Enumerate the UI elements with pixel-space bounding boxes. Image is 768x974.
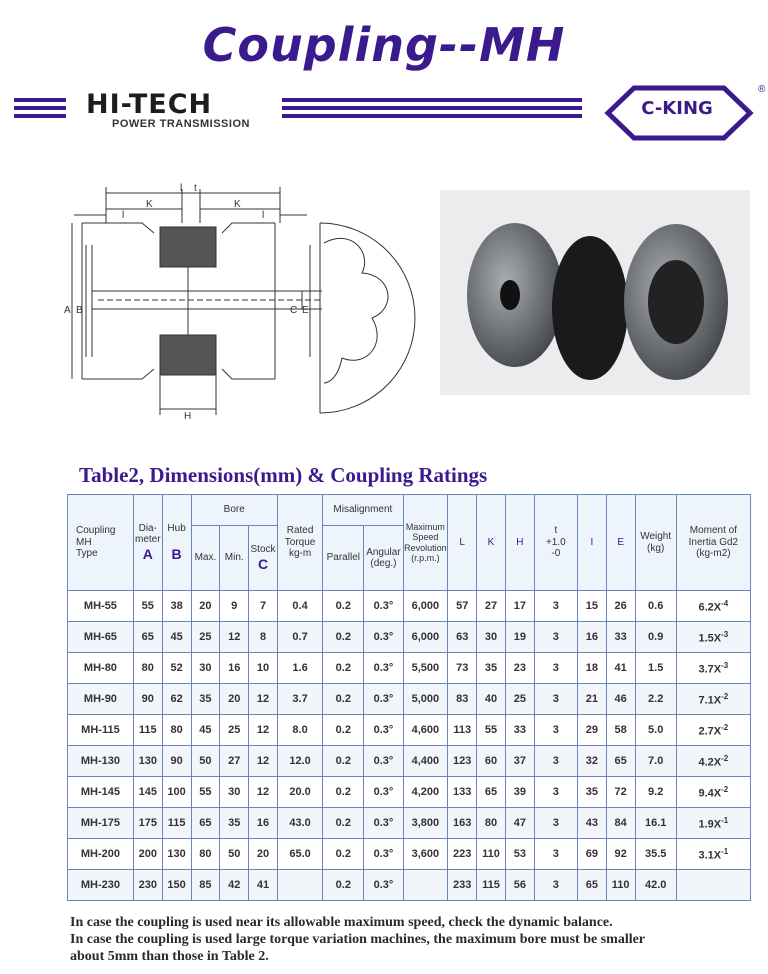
table-cell-inertia: $2.7X^{-2}$	[676, 715, 750, 746]
table-cell-torque: 20.0	[277, 777, 322, 808]
table-cell-max: 65	[191, 808, 220, 839]
table-cell-l: 123	[448, 746, 477, 777]
table-cell-l: 133	[448, 777, 477, 808]
table-cell-k: 30	[477, 622, 506, 653]
table-cell-max: 20	[191, 591, 220, 622]
table-cell-a: 145	[133, 777, 162, 808]
table-row	[68, 746, 751, 777]
header-diameter: Dia- meter A	[133, 495, 162, 591]
table-cell-parallel: 0.2	[323, 870, 364, 901]
table-cell-t: 3	[534, 746, 577, 777]
table-cell-b: 90	[162, 746, 191, 777]
table-cell-inertia: $9.4X^{-2}$	[676, 777, 750, 808]
table-cell-max: 25	[191, 622, 220, 653]
table-cell-type: MH-230	[68, 870, 134, 901]
header-type: Coupling MH Type	[68, 495, 134, 591]
table-cell-speed: 3,800	[403, 808, 448, 839]
technical-drawing	[62, 183, 422, 428]
table-cell-min: 25	[220, 715, 249, 746]
table-cell-torque: 3.7	[277, 684, 322, 715]
table-cell-t: 3	[534, 808, 577, 839]
table-cell-k: 55	[477, 715, 506, 746]
table-cell-min: 35	[220, 808, 249, 839]
table-cell-e: 110	[606, 870, 635, 901]
brand-subtitle: POWER TRANSMISSION	[112, 118, 250, 130]
table-row	[68, 839, 751, 870]
notes	[70, 914, 645, 965]
dim-label-l: l	[180, 183, 183, 194]
table-cell-angular: 0.3°	[364, 839, 403, 870]
table-cell-stock: 8	[249, 622, 278, 653]
note-line: about 5mm than those in Table 2.	[70, 949, 269, 964]
table-cell-type: MH-200	[68, 839, 134, 870]
table-cell-t: 3	[534, 870, 577, 901]
table-cell-weight: 1.5	[635, 653, 676, 684]
table-cell-l: 57	[448, 591, 477, 622]
table-cell-max: 45	[191, 715, 220, 746]
table-cell-e: 33	[606, 622, 635, 653]
table-cell-t: 3	[534, 653, 577, 684]
table-row	[68, 622, 751, 653]
header-hub: Hub B	[162, 495, 191, 591]
header-l: L	[448, 495, 477, 591]
table-cell-i: 35	[577, 777, 606, 808]
table-row	[68, 715, 751, 746]
note-line: In case the coupling is used near its allowable maximum speed, check the dynamic balance.	[70, 915, 613, 930]
brand-stripe	[282, 98, 582, 102]
table-cell-min: 30	[220, 777, 249, 808]
table-cell-h: 37	[505, 746, 534, 777]
dim-label-e: E	[302, 305, 309, 316]
table-cell-e: 58	[606, 715, 635, 746]
header-bore-max: Max.	[191, 526, 220, 591]
table-cell-h: 53	[505, 839, 534, 870]
table-cell-b: 62	[162, 684, 191, 715]
table-cell-a: 90	[133, 684, 162, 715]
table-cell-h: 17	[505, 591, 534, 622]
header-t: t +1.0 -0	[534, 495, 577, 591]
table-cell-a: 115	[133, 715, 162, 746]
table-cell-stock: 20	[249, 839, 278, 870]
table-cell-angular: 0.3°	[364, 777, 403, 808]
table-cell-i: 32	[577, 746, 606, 777]
dim-label-c: C	[290, 305, 298, 316]
table-cell-max: 55	[191, 777, 220, 808]
table-cell-k: 27	[477, 591, 506, 622]
brand-stripe	[282, 106, 582, 110]
table-cell-t: 3	[534, 684, 577, 715]
table-cell-type: MH-175	[68, 808, 134, 839]
table-cell-b: 52	[162, 653, 191, 684]
table-cell-speed: 5,000	[403, 684, 448, 715]
table-cell-b: 115	[162, 808, 191, 839]
table-cell-h: 47	[505, 808, 534, 839]
table-cell-parallel: 0.2	[323, 653, 364, 684]
table-cell-b: 38	[162, 591, 191, 622]
table-cell-a: 130	[133, 746, 162, 777]
table-cell-k: 40	[477, 684, 506, 715]
table-cell-l: 113	[448, 715, 477, 746]
table-cell-l: 73	[448, 653, 477, 684]
header-speed: Maximum Speed Revolution (r.p.m.)	[403, 495, 448, 591]
table-cell-max: 50	[191, 746, 220, 777]
table-cell-weight: 0.6	[635, 591, 676, 622]
table-cell-l: 223	[448, 839, 477, 870]
table-cell-i: 65	[577, 870, 606, 901]
table-cell-k: 35	[477, 653, 506, 684]
table-cell-weight: 16.1	[635, 808, 676, 839]
table-cell-i: 43	[577, 808, 606, 839]
table-cell-speed: 4,600	[403, 715, 448, 746]
table-cell-min: 42	[220, 870, 249, 901]
table-cell-angular: 0.3°	[364, 746, 403, 777]
table-cell-l: 83	[448, 684, 477, 715]
table-cell-k: 80	[477, 808, 506, 839]
table-cell-parallel: 0.2	[323, 808, 364, 839]
table-cell-e: 92	[606, 839, 635, 870]
table-cell-type: MH-55	[68, 591, 134, 622]
table-title: Table2, Dimensions(mm) & Coupling Ratings	[79, 463, 488, 487]
header-misalignment: Misalignment	[323, 495, 403, 526]
table-cell-k: 110	[477, 839, 506, 870]
table-cell-inertia	[676, 870, 750, 901]
table-cell-inertia: $4.2X^{-2}$	[676, 746, 750, 777]
table-cell-speed: 3,600	[403, 839, 448, 870]
table-cell-torque	[277, 870, 322, 901]
header-h: H	[505, 495, 534, 591]
table-cell-min: 9	[220, 591, 249, 622]
table-cell-type: MH-130	[68, 746, 134, 777]
table-cell-speed: 5,500	[403, 653, 448, 684]
table-cell-torque: 65.0	[277, 839, 322, 870]
dim-label-h: H	[184, 411, 192, 422]
table-cell-speed	[403, 870, 448, 901]
table-cell-b: 100	[162, 777, 191, 808]
table-row	[68, 684, 751, 715]
table-cell-stock: 12	[249, 777, 278, 808]
table-cell-weight: 7.0	[635, 746, 676, 777]
table-cell-weight: 35.5	[635, 839, 676, 870]
table-cell-stock: 12	[249, 684, 278, 715]
c-king-logo	[604, 84, 764, 142]
table-cell-torque: 1.6	[277, 653, 322, 684]
brand-stripe	[14, 114, 66, 118]
table-cell-l: 63	[448, 622, 477, 653]
table-cell-e: 72	[606, 777, 635, 808]
table-cell-h: 23	[505, 653, 534, 684]
table-cell-t: 3	[534, 777, 577, 808]
table-cell-i: 18	[577, 653, 606, 684]
table-cell-torque: 43.0	[277, 808, 322, 839]
header-bore: Bore	[191, 495, 277, 526]
table-cell-inertia: $3.1X^{-1}$	[676, 839, 750, 870]
dim-label-i-right: l	[262, 210, 265, 221]
table-cell-angular: 0.3°	[364, 870, 403, 901]
table-cell-a: 65	[133, 622, 162, 653]
table-cell-speed: 4,400	[403, 746, 448, 777]
table-cell-t: 3	[534, 839, 577, 870]
header-torque: Rated Torque kg-m	[277, 495, 322, 591]
table-cell-e: 46	[606, 684, 635, 715]
table-row	[68, 870, 751, 901]
dim-label-a: A	[64, 305, 71, 316]
table-cell-angular: 0.3°	[364, 715, 403, 746]
table-cell-max: 35	[191, 684, 220, 715]
table-cell-weight: 5.0	[635, 715, 676, 746]
table-cell-parallel: 0.2	[323, 839, 364, 870]
table-cell-i: 69	[577, 839, 606, 870]
table-cell-type: MH-65	[68, 622, 134, 653]
registered-mark: ®	[758, 84, 766, 95]
header-bore-min: Min.	[220, 526, 249, 591]
table-cell-inertia: $1.9X^{-1}$	[676, 808, 750, 839]
table-cell-stock: 7	[249, 591, 278, 622]
table-cell-speed: 6,000	[403, 591, 448, 622]
table-cell-torque: 12.0	[277, 746, 322, 777]
table-cell-e: 26	[606, 591, 635, 622]
page-title: Coupling--MH	[202, 18, 566, 72]
table-cell-a: 55	[133, 591, 162, 622]
table-cell-max: 85	[191, 870, 220, 901]
brand-bar	[14, 84, 766, 137]
header-e: E	[606, 495, 635, 591]
table-cell-inertia: $1.5X^{-3}$	[676, 622, 750, 653]
table-cell-h: 33	[505, 715, 534, 746]
table-row	[68, 591, 751, 622]
header-inertia: Moment of Inertia Gd2 (kg-m2)	[676, 495, 750, 591]
table-cell-t: 3	[534, 715, 577, 746]
header-i: I	[577, 495, 606, 591]
table-cell-max: 80	[191, 839, 220, 870]
table-cell-angular: 0.3°	[364, 808, 403, 839]
dimensions-table	[67, 494, 751, 901]
table-cell-a: 230	[133, 870, 162, 901]
table-cell-angular: 0.3°	[364, 591, 403, 622]
table-cell-i: 16	[577, 622, 606, 653]
table-cell-i: 29	[577, 715, 606, 746]
table-cell-inertia: $7.1X^{-2}$	[676, 684, 750, 715]
table-cell-weight: 42.0	[635, 870, 676, 901]
table-cell-weight: 0.9	[635, 622, 676, 653]
table-cell-t: 3	[534, 622, 577, 653]
header-angular: Angular (deg.)	[364, 526, 403, 591]
table-cell-parallel: 0.2	[323, 622, 364, 653]
note-line: In case the coupling is used large torque variation machines, the maximum bore must be smaller	[70, 932, 646, 947]
table-cell-parallel: 0.2	[323, 777, 364, 808]
table-cell-t: 3	[534, 591, 577, 622]
table-cell-angular: 0.3°	[364, 653, 403, 684]
logo-text: C-KING	[641, 98, 713, 119]
table-cell-k: 115	[477, 870, 506, 901]
table-cell-inertia: $3.7X^{-3}$	[676, 653, 750, 684]
table-cell-type: MH-115	[68, 715, 134, 746]
header-parallel: Parallel	[323, 526, 364, 591]
table-cell-min: 16	[220, 653, 249, 684]
header-k: K	[477, 495, 506, 591]
table-cell-min: 27	[220, 746, 249, 777]
table-cell-b: 80	[162, 715, 191, 746]
table-cell-torque: 0.4	[277, 591, 322, 622]
header-bore-stock: Stock C	[249, 526, 278, 591]
table-row	[68, 808, 751, 839]
table-cell-weight: 9.2	[635, 777, 676, 808]
table-cell-speed: 4,200	[403, 777, 448, 808]
table-cell-e: 41	[606, 653, 635, 684]
table-cell-stock: 12	[249, 746, 278, 777]
table-row	[68, 777, 751, 808]
table-cell-a: 175	[133, 808, 162, 839]
table-cell-a: 80	[133, 653, 162, 684]
table-cell-i: 15	[577, 591, 606, 622]
dim-label-b: B	[76, 305, 83, 316]
dim-label-k-right: K	[234, 199, 241, 210]
table-cell-angular: 0.3°	[364, 622, 403, 653]
table-cell-stock: 16	[249, 808, 278, 839]
table-cell-inertia: $6.2X^{-4}$	[676, 591, 750, 622]
table-cell-k: 65	[477, 777, 506, 808]
table-cell-torque: 8.0	[277, 715, 322, 746]
table-cell-h: 56	[505, 870, 534, 901]
header-weight: Weight (kg)	[635, 495, 676, 591]
table-cell-parallel: 0.2	[323, 591, 364, 622]
table-cell-h: 19	[505, 622, 534, 653]
table-cell-h: 25	[505, 684, 534, 715]
table-cell-parallel: 0.2	[323, 715, 364, 746]
table-cell-max: 30	[191, 653, 220, 684]
table-cell-stock: 12	[249, 715, 278, 746]
table-cell-min: 12	[220, 622, 249, 653]
table-cell-angular: 0.3°	[364, 684, 403, 715]
table-cell-a: 200	[133, 839, 162, 870]
table-cell-i: 21	[577, 684, 606, 715]
table-cell-weight: 2.2	[635, 684, 676, 715]
table-cell-type: MH-90	[68, 684, 134, 715]
table-cell-b: 45	[162, 622, 191, 653]
table-cell-type: MH-145	[68, 777, 134, 808]
table-cell-h: 39	[505, 777, 534, 808]
table-cell-parallel: 0.2	[323, 746, 364, 777]
table-cell-min: 50	[220, 839, 249, 870]
brand-stripe	[282, 114, 582, 118]
table-cell-type: MH-80	[68, 653, 134, 684]
brand-stripe	[14, 106, 66, 110]
table-cell-torque: 0.7	[277, 622, 322, 653]
table-cell-l: 233	[448, 870, 477, 901]
dim-label-k-left: K	[146, 199, 153, 210]
coupling-photo	[440, 190, 750, 395]
table-cell-e: 65	[606, 746, 635, 777]
table-cell-min: 20	[220, 684, 249, 715]
dim-label-t: t	[194, 183, 197, 194]
table-cell-l: 163	[448, 808, 477, 839]
table-cell-speed: 6,000	[403, 622, 448, 653]
table-cell-parallel: 0.2	[323, 684, 364, 715]
brand-stripe	[14, 98, 66, 102]
table-cell-b: 130	[162, 839, 191, 870]
dim-label-i-left: l	[122, 210, 125, 221]
table-cell-b: 150	[162, 870, 191, 901]
table-cell-stock: 10	[249, 653, 278, 684]
table-cell-k: 60	[477, 746, 506, 777]
brand-name: HI-TECH	[86, 89, 213, 120]
table-row	[68, 653, 751, 684]
table-cell-stock: 41	[249, 870, 278, 901]
table-cell-e: 84	[606, 808, 635, 839]
